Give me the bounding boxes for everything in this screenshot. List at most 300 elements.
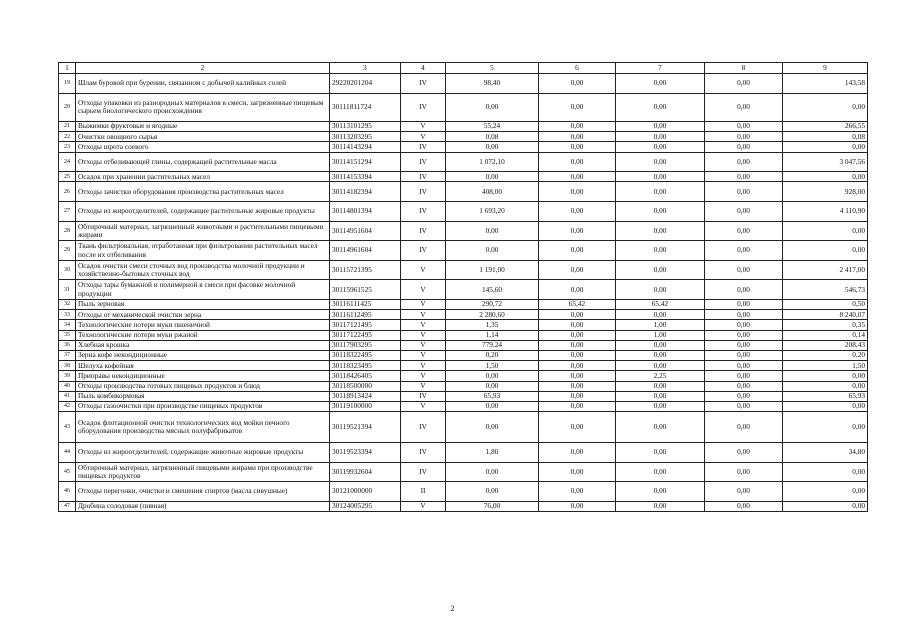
table-row (59, 310, 868, 320)
row-number-cell: 28 (59, 221, 76, 241)
waste-table (58, 62, 868, 512)
value-cell: 0,00 (705, 300, 783, 310)
value-cell: 0,00 (446, 221, 539, 241)
fkko-code-cell: 30114153394 (330, 172, 401, 182)
value-cell: 1,50 (446, 361, 539, 371)
header-cell: 1 (59, 63, 76, 74)
value-cell: 0,00 (616, 221, 705, 241)
value-cell: 0,00 (783, 93, 868, 122)
value-cell: 0,00 (539, 74, 616, 94)
table-row (59, 202, 868, 222)
value-cell: 65,42 (616, 300, 705, 310)
fkko-code-cell: 30116112495 (330, 310, 401, 320)
value-cell: 0,00 (616, 391, 705, 401)
value-cell: 546,73 (783, 280, 868, 300)
table-row (59, 381, 868, 391)
value-cell: 0,00 (616, 340, 705, 350)
value-cell: 0,00 (783, 241, 868, 261)
row-number-cell: 29 (59, 241, 76, 261)
hazard-class-cell: V (401, 350, 446, 360)
row-number-cell: 37 (59, 350, 76, 360)
value-cell: 0,00 (616, 310, 705, 320)
table-row (59, 93, 868, 122)
value-cell: 0,00 (705, 340, 783, 350)
value-cell: 1 693,20 (446, 202, 539, 222)
value-cell: 0,00 (616, 280, 705, 300)
value-cell: 1,35 (446, 320, 539, 330)
value-cell: 1,00 (616, 320, 705, 330)
value-cell: 0,00 (705, 482, 783, 502)
table-row (59, 241, 868, 261)
table-row (59, 462, 868, 482)
fkko-code-cell: 30116111425 (330, 300, 401, 310)
value-cell: 0,00 (705, 350, 783, 360)
header-cell: 2 (76, 63, 330, 74)
value-cell: 0,00 (616, 132, 705, 142)
fkko-code-cell: 30118500000 (330, 381, 401, 391)
hazard-class-cell: IV (401, 182, 446, 202)
value-cell: 0,00 (705, 401, 783, 411)
value-cell: 0,35 (783, 320, 868, 330)
value-cell: 0,00 (705, 412, 783, 443)
value-cell: 1,80 (446, 443, 539, 463)
value-cell: 0,00 (705, 241, 783, 261)
fkko-code-cell: 30119100000 (330, 401, 401, 411)
fkko-code-cell: 30118323495 (330, 361, 401, 371)
value-cell: 0,00 (705, 330, 783, 340)
value-cell: 0,00 (705, 501, 783, 511)
table-row (59, 221, 868, 241)
value-cell: 0,00 (446, 401, 539, 411)
value-cell: 98,40 (446, 74, 539, 94)
value-cell: 0,00 (539, 172, 616, 182)
value-cell: 76,00 (446, 501, 539, 511)
value-cell: 0,50 (783, 300, 868, 310)
row-number-cell: 45 (59, 462, 76, 482)
hazard-class-cell: IV (401, 462, 446, 482)
waste-name-cell: Очистки овощного сырья (76, 132, 330, 142)
fkko-code-cell: 30117121495 (330, 320, 401, 330)
value-cell: 0,00 (616, 350, 705, 360)
waste-name-cell: Ткань фильтровальная, отработанная при фильтровании растительных масел после их отбеливания (76, 241, 330, 261)
value-cell: 208,43 (783, 340, 868, 350)
fkko-code-cell: 30114151294 (330, 152, 401, 172)
value-cell: 0,00 (783, 482, 868, 502)
header-cell: 9 (783, 63, 868, 74)
value-cell: 3 047,56 (783, 152, 868, 172)
value-cell: 55,24 (446, 122, 539, 132)
value-cell: 0,20 (783, 350, 868, 360)
value-cell: 65,93 (446, 391, 539, 401)
value-cell: 0,00 (783, 412, 868, 443)
value-cell: 0,00 (783, 371, 868, 381)
value-cell: 290,72 (446, 300, 539, 310)
fkko-code-cell: 30115721395 (330, 260, 401, 280)
row-number-cell: 36 (59, 340, 76, 350)
row-number-cell: 35 (59, 330, 76, 340)
fkko-code-cell: 30113203295 (330, 132, 401, 142)
waste-name-cell: Отходы производства готовых пищевых продуктов и блюд (76, 381, 330, 391)
value-cell: 0,00 (705, 152, 783, 172)
value-cell: 0,00 (705, 172, 783, 182)
waste-name-cell: Отходы упаковки из разнородных материалов в смеси, загрязненные пищевым сырьем биологического происхождения (76, 93, 330, 122)
value-cell: 0,00 (446, 172, 539, 182)
value-cell: 0,00 (616, 482, 705, 502)
row-number-cell: 32 (59, 300, 76, 310)
value-cell: 4 110,90 (783, 202, 868, 222)
value-cell: 0,00 (539, 320, 616, 330)
hazard-class-cell: IV (401, 221, 446, 241)
value-cell: 0,00 (446, 412, 539, 443)
value-cell: 65,93 (783, 391, 868, 401)
value-cell: 0,14 (783, 330, 868, 340)
hazard-class-cell: V (401, 300, 446, 310)
fkko-code-cell: 29220201204 (330, 74, 401, 94)
table-row (59, 172, 868, 182)
table-row (59, 371, 868, 381)
row-number-cell: 22 (59, 132, 76, 142)
value-cell: 0,00 (539, 142, 616, 152)
row-number-cell: 30 (59, 260, 76, 280)
value-cell: 0,00 (616, 122, 705, 132)
row-number-cell: 42 (59, 401, 76, 411)
value-cell: 0,00 (539, 202, 616, 222)
row-number-cell: 47 (59, 501, 76, 511)
row-number-cell: 27 (59, 202, 76, 222)
value-cell: 1,00 (616, 330, 705, 340)
hazard-class-cell: V (401, 371, 446, 381)
waste-name-cell: Отходы из жироотделителей, содержащие растительные жировые продукты (76, 202, 330, 222)
table-row (59, 330, 868, 340)
hazard-class-cell: V (401, 260, 446, 280)
value-cell: 0,00 (616, 241, 705, 261)
value-cell: 0,00 (616, 412, 705, 443)
value-cell: 1 072,10 (446, 152, 539, 172)
fkko-code-cell: 30114801394 (330, 202, 401, 222)
value-cell: 0,00 (705, 202, 783, 222)
table-header-row (59, 63, 868, 74)
waste-name-cell: Дробина солодовая (пивная) (76, 501, 330, 511)
hazard-class-cell: IV (401, 202, 446, 222)
table-row (59, 350, 868, 360)
row-number-cell: 20 (59, 93, 76, 122)
value-cell: 0,00 (616, 142, 705, 152)
value-cell: 0,00 (616, 182, 705, 202)
table-row (59, 320, 868, 330)
row-number-cell: 33 (59, 310, 76, 320)
value-cell: 0,00 (705, 371, 783, 381)
value-cell: 0,00 (539, 340, 616, 350)
hazard-class-cell: V (401, 320, 446, 330)
value-cell: 0,00 (705, 182, 783, 202)
value-cell: 0,00 (783, 142, 868, 152)
value-cell: 0,00 (539, 381, 616, 391)
table-row (59, 361, 868, 371)
value-cell: 0,00 (705, 381, 783, 391)
value-cell: 0,00 (616, 202, 705, 222)
table-row (59, 412, 868, 443)
value-cell: 0,00 (705, 310, 783, 320)
value-cell: 0,00 (539, 412, 616, 443)
value-cell: 0,00 (705, 320, 783, 330)
row-number-cell: 26 (59, 182, 76, 202)
fkko-code-cell: 30114143294 (330, 142, 401, 152)
fkko-code-cell: 30118322495 (330, 350, 401, 360)
value-cell: 0,00 (539, 280, 616, 300)
value-cell: 0,00 (616, 501, 705, 511)
value-cell: 0,00 (539, 152, 616, 172)
value-cell: 1 191,00 (446, 260, 539, 280)
table-row (59, 401, 868, 411)
value-cell: 0,00 (705, 260, 783, 280)
waste-name-cell: Обтирочный материал, загрязненный животными и растительными пищевыми жирами (76, 221, 330, 241)
value-cell: 0,00 (539, 391, 616, 401)
hazard-class-cell: V (401, 381, 446, 391)
table-row (59, 142, 868, 152)
value-cell: 1,14 (446, 330, 539, 340)
hazard-class-cell: V (401, 122, 446, 132)
hazard-class-cell: IV (401, 241, 446, 261)
table-row (59, 501, 868, 511)
value-cell: 0,00 (616, 93, 705, 122)
hazard-class-cell: V (401, 280, 446, 300)
value-cell: 0,00 (539, 350, 616, 360)
value-cell: 0,00 (616, 172, 705, 182)
page-number: 2 (450, 604, 455, 613)
value-cell: 65,42 (539, 300, 616, 310)
value-cell: 0,00 (616, 462, 705, 482)
hazard-class-cell: V (401, 132, 446, 142)
value-cell: 0,08 (446, 132, 539, 142)
waste-name-cell: Отходы перегонки, очистки и смешения спиртов (масла сивушные) (76, 482, 330, 502)
table-row (59, 260, 868, 280)
waste-name-cell: Осадок при хранении растительных масел (76, 172, 330, 182)
hazard-class-cell: IV (401, 412, 446, 443)
value-cell: 0,00 (539, 182, 616, 202)
waste-name-cell: Пыль зерновая (76, 300, 330, 310)
table-row (59, 300, 868, 310)
value-cell: 0,00 (446, 462, 539, 482)
row-number-cell: 40 (59, 381, 76, 391)
value-cell: 0,00 (705, 361, 783, 371)
value-cell: 0,00 (616, 74, 705, 94)
value-cell: 0,00 (705, 93, 783, 122)
value-cell: 0,00 (539, 401, 616, 411)
value-cell: 2,25 (616, 371, 705, 381)
table-row (59, 340, 868, 350)
waste-name-cell: Отходы газоочистки при производстве пищевых продуктов (76, 401, 330, 411)
row-number-cell: 19 (59, 74, 76, 94)
hazard-class-cell: V (401, 361, 446, 371)
fkko-code-cell: 30117122495 (330, 330, 401, 340)
value-cell: 1,50 (783, 361, 868, 371)
waste-name-cell: Отходы отбеливающей глины, содержащей растительные масла (76, 152, 330, 172)
row-number-cell: 34 (59, 320, 76, 330)
table-row (59, 443, 868, 463)
value-cell: 0,00 (539, 443, 616, 463)
header-cell: 3 (330, 63, 401, 74)
row-number-cell: 38 (59, 361, 76, 371)
row-number-cell: 24 (59, 152, 76, 172)
value-cell: 0,00 (539, 132, 616, 142)
value-cell: 0,00 (539, 260, 616, 280)
row-number-cell: 31 (59, 280, 76, 300)
value-cell: 8 240,07 (783, 310, 868, 320)
value-cell: 145,60 (446, 280, 539, 300)
row-number-cell: 43 (59, 412, 76, 443)
waste-name-cell: Отходы из жироотделителей, содержащие животные жировые продукты (76, 443, 330, 463)
waste-name-cell: Шелуха кофейная (76, 361, 330, 371)
fkko-code-cell: 30119523394 (330, 443, 401, 463)
row-number-cell: 44 (59, 443, 76, 463)
row-number-cell: 21 (59, 122, 76, 132)
waste-name-cell: Приправы некондиционные (76, 371, 330, 381)
fkko-code-cell: 30124005295 (330, 501, 401, 511)
value-cell: 0,00 (539, 221, 616, 241)
waste-name-cell: Зерна кофе некондиционные (76, 350, 330, 360)
waste-name-cell: Осадок флотационной очистки технологических вод мойки печного оборудования производства мясных полуфабрикатов (76, 412, 330, 443)
value-cell: 0,00 (539, 501, 616, 511)
value-cell: 0,00 (616, 381, 705, 391)
value-cell: 0,00 (446, 371, 539, 381)
value-cell: 0,00 (616, 152, 705, 172)
row-number-cell: 39 (59, 371, 76, 381)
value-cell: 0,00 (616, 361, 705, 371)
hazard-class-cell: IV (401, 74, 446, 94)
table-row (59, 482, 868, 502)
waste-name-cell: Выжимки фруктовые и ягодные (76, 122, 330, 132)
fkko-code-cell: 30119932604 (330, 462, 401, 482)
value-cell: 0,00 (539, 330, 616, 340)
fkko-code-cell: 30115961525 (330, 280, 401, 300)
hazard-class-cell: IV (401, 142, 446, 152)
table-row (59, 122, 868, 132)
value-cell: 0,00 (446, 93, 539, 122)
value-cell: 0,00 (446, 142, 539, 152)
row-number-cell: 46 (59, 482, 76, 502)
value-cell: 0,08 (783, 132, 868, 142)
row-number-cell: 25 (59, 172, 76, 182)
value-cell: 0,00 (539, 310, 616, 320)
header-cell: 8 (705, 63, 783, 74)
value-cell: 0,00 (705, 443, 783, 463)
hazard-class-cell: IV (401, 443, 446, 463)
hazard-class-cell: II (401, 482, 446, 502)
table-row (59, 152, 868, 172)
value-cell: 0,00 (705, 280, 783, 300)
value-cell: 266,55 (783, 122, 868, 132)
value-cell: 0,00 (539, 482, 616, 502)
value-cell: 0,00 (705, 122, 783, 132)
table-row (59, 182, 868, 202)
fkko-code-cell: 30113101295 (330, 122, 401, 132)
hazard-class-cell: V (401, 501, 446, 511)
waste-name-cell: Отходы тары бумажной и полимерной в смеси при фасовке молочной продукции (76, 280, 330, 300)
header-cell: 7 (616, 63, 705, 74)
fkko-code-cell: 30118913424 (330, 391, 401, 401)
value-cell: 0,00 (783, 462, 868, 482)
fkko-code-cell: 30121000000 (330, 482, 401, 502)
waste-name-cell: Хлебная крошка (76, 340, 330, 350)
hazard-class-cell: V (401, 401, 446, 411)
value-cell: 2 280,60 (446, 310, 539, 320)
header-cell: 5 (446, 63, 539, 74)
hazard-class-cell: IV (401, 391, 446, 401)
waste-name-cell: Обтирочный материал, загрязненный пищевыми жирами при производстве пищевых продуктов (76, 462, 330, 482)
value-cell: 0,00 (705, 132, 783, 142)
value-cell: 0,00 (705, 391, 783, 401)
fkko-code-cell: 30117903295 (330, 340, 401, 350)
waste-name-cell: Отходы от механической очистки зерна (76, 310, 330, 320)
header-cell: 6 (539, 63, 616, 74)
value-cell: 0,00 (705, 74, 783, 94)
value-cell: 0,00 (539, 371, 616, 381)
value-cell: 0,00 (539, 241, 616, 261)
hazard-class-cell: IV (401, 152, 446, 172)
fkko-code-cell: 30111811724 (330, 93, 401, 122)
waste-name-cell: Технологические потери муки ржаной (76, 330, 330, 340)
table-row (59, 280, 868, 300)
value-cell: 0,00 (616, 260, 705, 280)
fkko-code-cell: 30114951604 (330, 221, 401, 241)
value-cell: 0,00 (783, 501, 868, 511)
row-number-cell: 23 (59, 142, 76, 152)
value-cell: 0,00 (783, 172, 868, 182)
fkko-code-cell: 30114182394 (330, 182, 401, 202)
value-cell: 0,00 (539, 122, 616, 132)
value-cell: 0,00 (539, 93, 616, 122)
fkko-code-cell: 30119521394 (330, 412, 401, 443)
value-cell: 0,00 (446, 381, 539, 391)
value-cell: 0,00 (783, 221, 868, 241)
fkko-code-cell: 30118426405 (330, 371, 401, 381)
table-row (59, 132, 868, 142)
value-cell: 0,00 (616, 443, 705, 463)
waste-name-cell: Отходы зачистки оборудования производства растительных масел (76, 182, 330, 202)
waste-name-cell: Технологические потери муки пшеничной (76, 320, 330, 330)
waste-name-cell: Шлам буровой при бурении, связанном с добычей калийных солей (76, 74, 330, 94)
value-cell: 408,00 (446, 182, 539, 202)
value-cell: 0,00 (616, 401, 705, 411)
value-cell: 0,00 (539, 361, 616, 371)
waste-name-cell: Отходы шрота соевого (76, 142, 330, 152)
value-cell: 0,20 (446, 350, 539, 360)
table-row (59, 74, 868, 94)
table-row (59, 391, 868, 401)
value-cell: 143,58 (783, 74, 868, 94)
value-cell: 928,00 (783, 182, 868, 202)
value-cell: 0,00 (705, 142, 783, 152)
hazard-class-cell: V (401, 310, 446, 320)
header-cell: 4 (401, 63, 446, 74)
value-cell: 0,00 (783, 401, 868, 411)
hazard-class-cell: IV (401, 172, 446, 182)
value-cell: 0,00 (446, 241, 539, 261)
value-cell: 0,00 (705, 462, 783, 482)
hazard-class-cell: IV (401, 93, 446, 122)
value-cell: 2 417,00 (783, 260, 868, 280)
value-cell: 0,00 (539, 462, 616, 482)
hazard-class-cell: V (401, 330, 446, 340)
waste-name-cell: Пыль комбикормовая (76, 391, 330, 401)
value-cell: 0,00 (783, 381, 868, 391)
waste-name-cell: Осадок очистки смеси сточных вод производства молочной продукции и хозяйственно-бытовых сточных вод (76, 260, 330, 280)
fkko-code-cell: 30114961604 (330, 241, 401, 261)
value-cell: 779,24 (446, 340, 539, 350)
row-number-cell: 41 (59, 391, 76, 401)
value-cell: 0,00 (446, 482, 539, 502)
value-cell: 0,00 (705, 221, 783, 241)
